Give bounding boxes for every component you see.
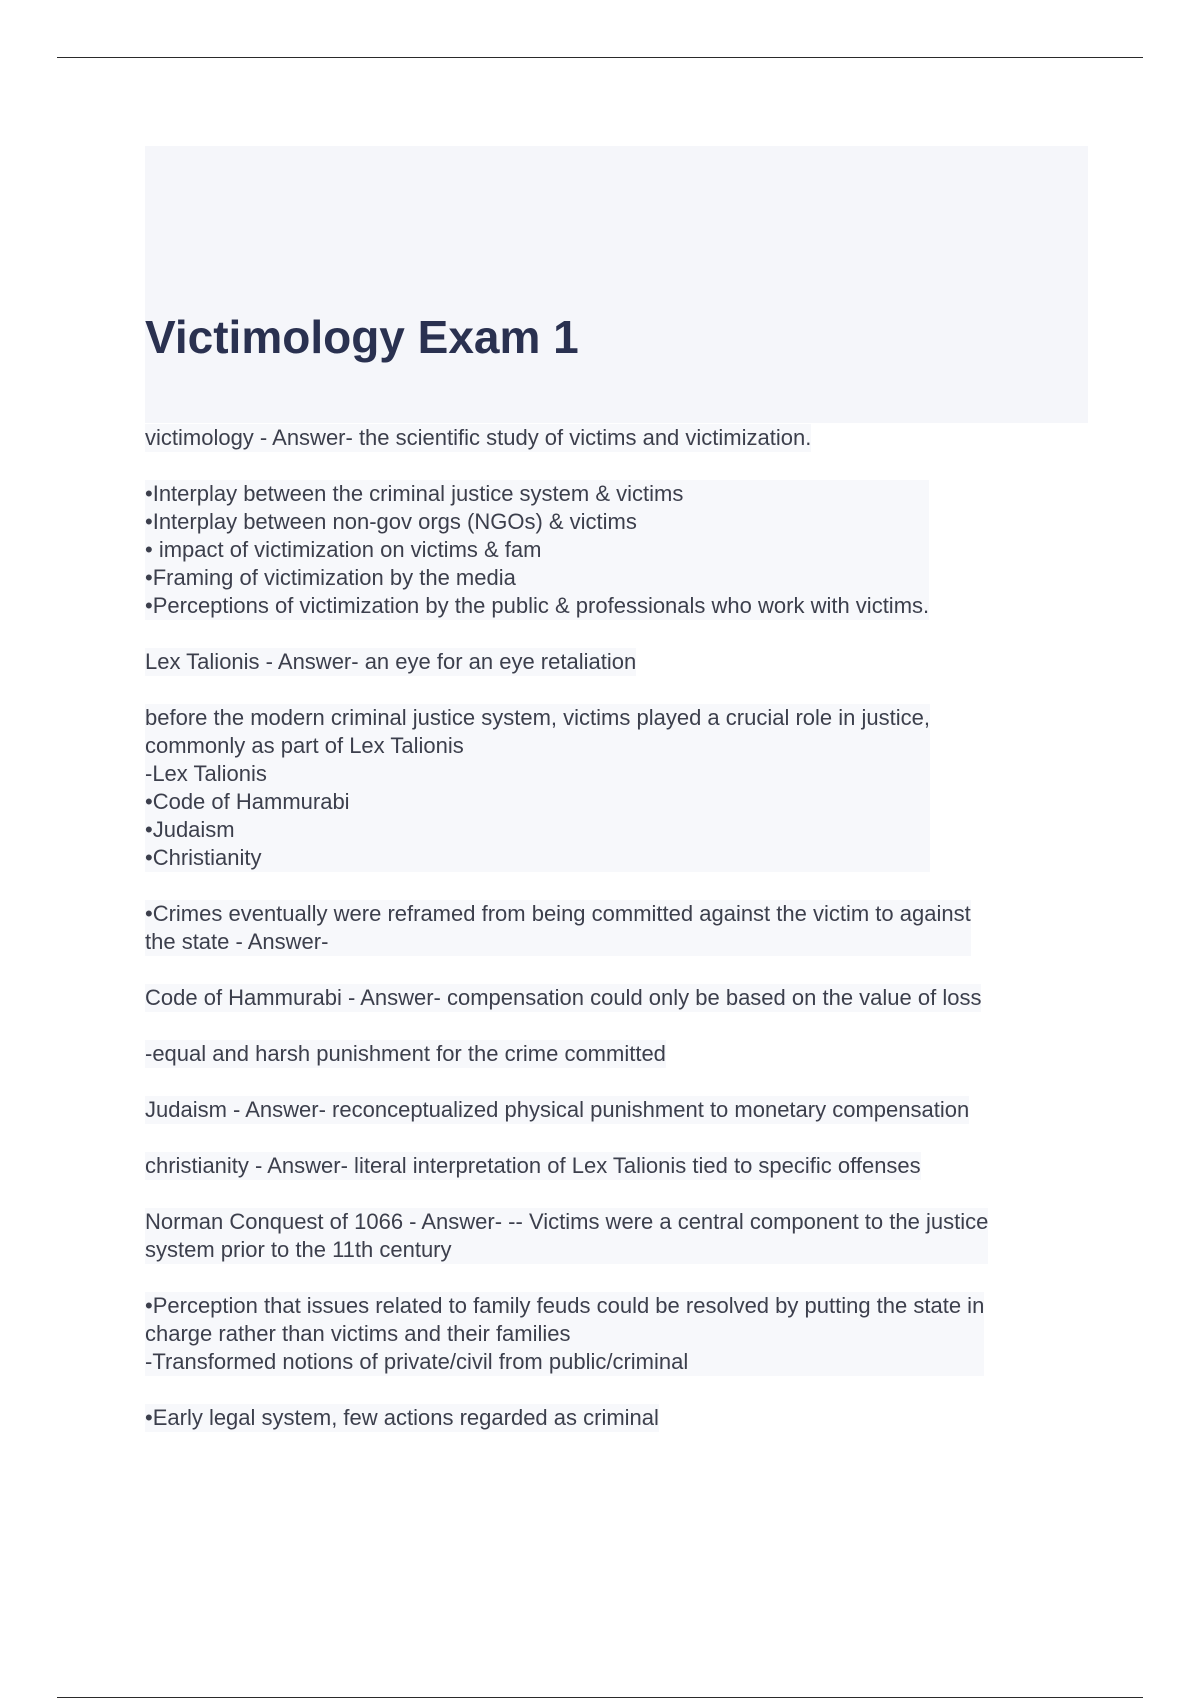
qa-entry — [145, 1040, 1085, 1068]
entry-line: Lex Talionis - Answer- an eye for an eye retaliation — [145, 649, 637, 674]
entry-text-block — [145, 1208, 988, 1264]
qa-entry — [145, 648, 1085, 676]
entry-text-block — [145, 1096, 969, 1124]
entry-line: • impact of victimization on victims & fam — [145, 537, 542, 562]
qa-entry — [145, 1292, 1085, 1376]
entry-line: -equal and harsh punishment for the crime committed — [145, 1041, 666, 1066]
entry-text-block — [145, 900, 971, 956]
entry-text-block — [145, 1292, 984, 1376]
qa-entry — [145, 1096, 1085, 1124]
entry-line: •Crimes eventually were reframed from being committed against the victim to against — [145, 901, 971, 926]
qa-entry — [145, 1208, 1085, 1264]
entry-line: charge rather than victims and their families — [145, 1321, 571, 1346]
entry-text-block — [145, 424, 811, 452]
entry-text-block — [145, 1040, 666, 1068]
qa-entry — [145, 1404, 1085, 1432]
entry-line: victimology - Answer- the scientific study of victims and victimization. — [145, 425, 812, 450]
document-title: Victimology Exam 1 — [145, 311, 579, 363]
qa-entry — [145, 704, 1085, 872]
entry-line: commonly as part of Lex Talionis — [145, 733, 464, 758]
entry-line: the state - Answer- — [145, 929, 329, 954]
entry-text-block — [145, 984, 981, 1012]
entry-text-block — [145, 1152, 921, 1180]
entry-text-block — [145, 480, 929, 620]
entry-line: •Christianity — [145, 845, 262, 870]
top-rule — [57, 57, 1143, 58]
document-body — [145, 424, 1085, 1460]
entry-line: -Lex Talionis — [145, 761, 267, 786]
entry-line: Code of Hammurabi - Answer- compensation could only be based on the value of loss — [145, 985, 982, 1010]
entry-line: christianity - Answer- literal interpretation of Lex Talionis tied to specific offenses — [145, 1153, 921, 1178]
entry-line: •Judaism — [145, 817, 235, 842]
entry-line: •Perceptions of victimization by the public & professionals who work with victims. — [145, 593, 930, 618]
entry-line: •Framing of victimization by the media — [145, 565, 516, 590]
entry-line: •Perception that issues related to family feuds could be resolved by putting the state in — [145, 1293, 985, 1318]
entry-line: •Early legal system, few actions regarded as criminal — [145, 1405, 659, 1430]
entry-text-block — [145, 1404, 659, 1432]
entry-line: •Code of Hammurabi — [145, 789, 350, 814]
entry-line: Norman Conquest of 1066 - Answer- -- Victims were a central component to the justice — [145, 1209, 989, 1234]
entry-line: •Interplay between non-gov orgs (NGOs) & victims — [145, 509, 637, 534]
entry-line: Judaism - Answer- reconceptualized physical punishment to monetary compensation — [145, 1097, 970, 1122]
bottom-rule — [57, 1697, 1143, 1698]
entry-line: •Interplay between the criminal justice system & victims — [145, 481, 684, 506]
title-banner — [145, 146, 1088, 423]
entry-line: -Transformed notions of private/civil from public/criminal — [145, 1349, 689, 1374]
entry-text-block — [145, 648, 636, 676]
qa-entry — [145, 984, 1085, 1012]
qa-entry — [145, 480, 1085, 620]
qa-entry — [145, 900, 1085, 956]
entry-line: system prior to the 11th century — [145, 1237, 452, 1262]
qa-entry — [145, 424, 1085, 452]
entry-text-block — [145, 704, 930, 872]
entry-line: before the modern criminal justice system, victims played a crucial role in justice, — [145, 705, 930, 730]
qa-entry — [145, 1152, 1085, 1180]
